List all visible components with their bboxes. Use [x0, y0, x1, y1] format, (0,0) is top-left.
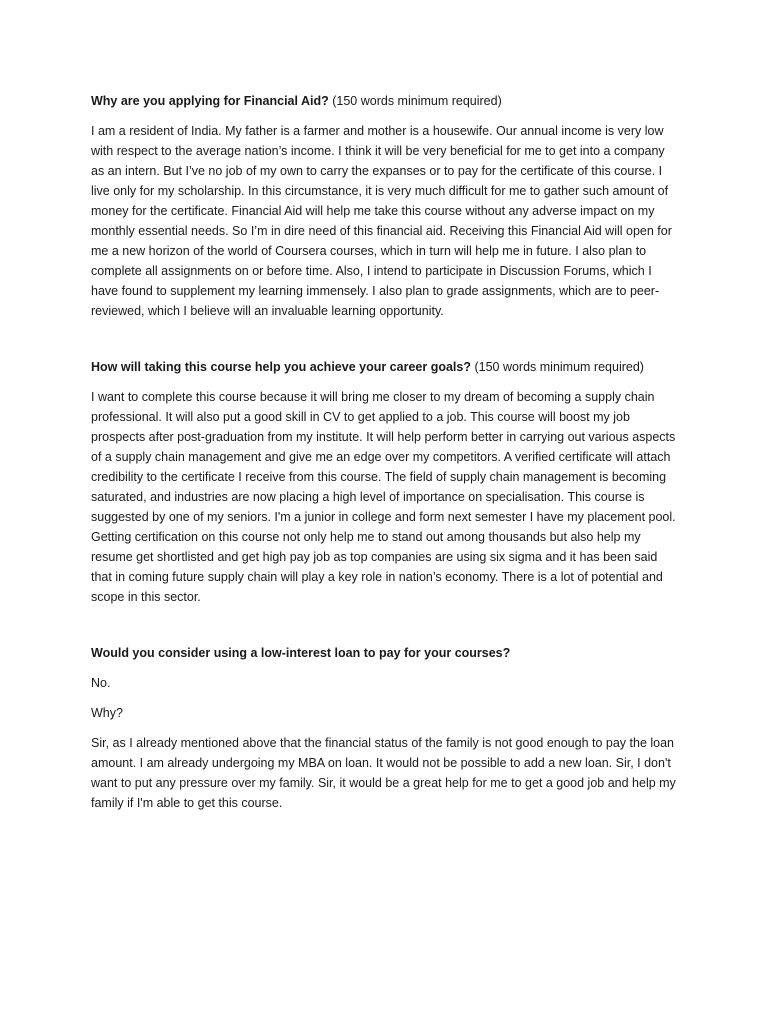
question-career-goals [91, 357, 681, 377]
document-page [91, 91, 681, 813]
why-label: Why? [91, 706, 123, 720]
answer-loan-why: Sir, as I already mentioned above that the financial status of the family is not good enough to pay the loan amount. I am already undergoing my MBA on loan. It would not be possible to add a new loan. Sir, I don't want to put any pressure over my family. Sir, it would be a great help for me to get a good job and help my family if I'm able to get this course. [91, 736, 676, 810]
question-financial-aid [91, 91, 681, 111]
question-loan [91, 643, 681, 663]
question-requirement: (150 words minimum required) [470, 360, 644, 374]
question-text: Would you consider using a low-interest loan to pay for your courses? [91, 646, 511, 660]
answer-loan-short: No. [91, 676, 111, 690]
question-text: Why are you applying for Financial Aid? [91, 94, 329, 108]
answer-financial-aid: I am a resident of India. My father is a farmer and mother is a housewife. Our annual income is very low with respect to the average nation’s income. I think it will be very beneficial for me to get into a company as an intern. But I’ve no job of my own to carry the expanses or to pay for the certificate of this course. I live only for my scholarship. In this circumstance, it is very much difficult for me to gather such amount of money for the certificate. Financial Aid will help me take this course without any adverse impact on my monthly essential needs. So I’m in dire need of this financial aid. Receiving this Financial Aid will open for me a new horizon of the world of Coursera courses, which in turn will help me in future. I also plan to complete all assignments on or before time. Also, I intend to participate in Discussion Forums, which I have found to supplement my learning immensely. I also plan to grade assignments, which are to peer-reviewed, which I believe will an invaluable learning opportunity. [91, 124, 672, 318]
question-text: How will taking this course help you achieve your career goals? [91, 360, 471, 374]
answer-career-goals: I want to complete this course because it will bring me closer to my dream of becoming a supply chain professional. It will also put a good skill in CV to get applied to a job. This course will boost my job prospects after post-graduation from my institute. It will help perform better in carrying out various aspects of a supply chain management and give me an edge over my competitors. A verified certificate will attach credibility to the certificate I receive from this course. The field of supply chain management is becoming saturated, and industries are now placing a high level of importance on specialisation. This course is suggested by one of my seniors. I'm a junior in college and form next semester I have my placement pool. Getting certification on this course not only help me to stand out among thousands but also help my resume get shortlisted and get high pay job as top companies are using six sigma and it has been said that in coming future supply chain will play a key role in nation’s economy. There is a lot of potential and scope in this sector. [91, 390, 676, 604]
question-requirement: (150 words minimum required) [328, 94, 502, 108]
